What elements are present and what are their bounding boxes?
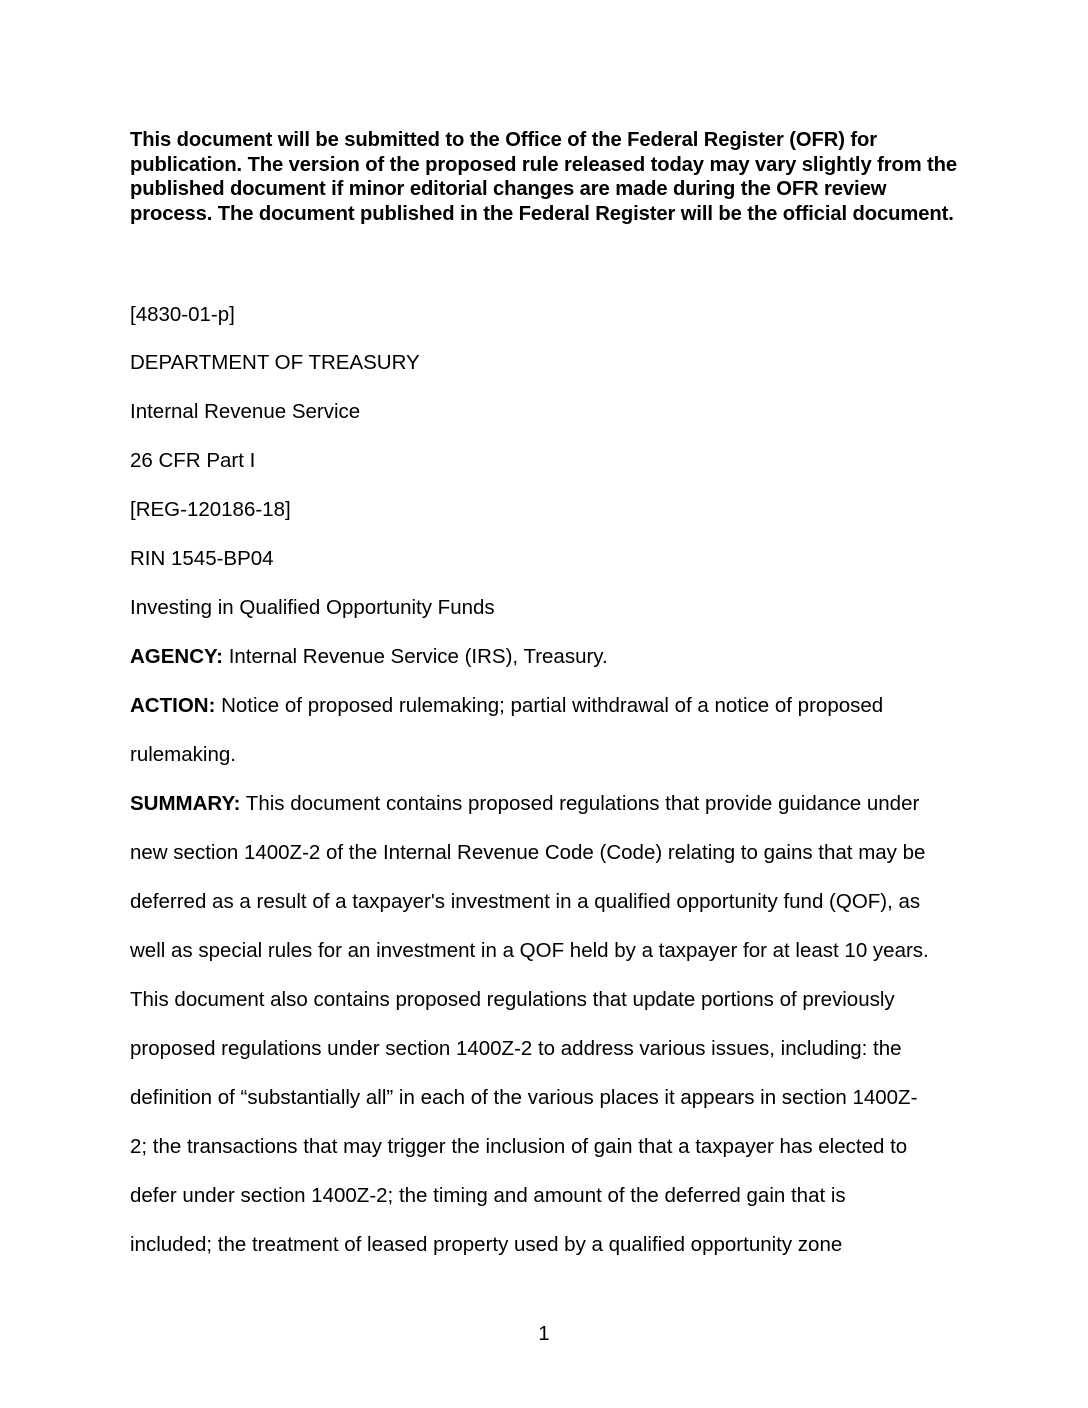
rin-number: RIN 1545-BP04: [130, 547, 274, 570]
agency-label: AGENCY:: [130, 645, 224, 668]
summary-line: defer under section 1400Z-2; the timing and amount of the deferred gain that is: [130, 1184, 846, 1207]
billing-code: [4830-01-p]: [130, 303, 235, 326]
agency-name: Internal Revenue Service: [130, 400, 361, 423]
summary-line: [130, 792, 970, 816]
action-line-2: rulemaking.: [130, 743, 236, 766]
agency-line: [130, 645, 970, 669]
summary-line: This document also contains proposed regulations that update portions of previously: [130, 988, 895, 1011]
cfr-part: 26 CFR Part I: [130, 449, 256, 472]
summary-line: definition of “substantially all” in each of the various places it appears in section 1400Z-: [130, 1086, 918, 1109]
action-line: [130, 694, 970, 718]
summary-line: new section 1400Z-2 of the Internal Revenue Code (Code) relating to gains that may be: [130, 841, 926, 864]
summary-line: included; the treatment of leased property used by a qualified opportunity zone: [130, 1233, 843, 1256]
action-label: ACTION:: [130, 694, 216, 717]
document-title: Investing in Qualified Opportunity Funds: [130, 596, 495, 619]
summary-label: SUMMARY:: [130, 792, 241, 815]
summary-text: This document contains proposed regulations that provide guidance under: [240, 792, 920, 815]
summary-line: well as special rules for an investment in a QOF held by a taxpayer for at least 10 years.: [130, 939, 929, 962]
reg-number: [REG-120186-18]: [130, 498, 291, 521]
ofr-notice: This document will be submitted to the Office of the Federal Register (OFR) for publication. The version of the proposed rule released today may vary slightly from the published document if minor editorial changes are made during the OFR review process. The document published in the Federal Register will be the official document.: [130, 129, 958, 225]
summary-line: deferred as a result of a taxpayer's investment in a qualified opportunity fund (QOF), as: [130, 890, 921, 913]
department-name: DEPARTMENT OF TREASURY: [130, 351, 420, 374]
page-number: 1: [538, 1322, 550, 1345]
agency-text: Internal Revenue Service (IRS), Treasury.: [223, 645, 608, 668]
summary-line: 2; the transactions that may trigger the inclusion of gain that a taxpayer has elected to: [130, 1135, 908, 1158]
action-text: Notice of proposed rulemaking; partial withdrawal of a notice of proposed: [215, 694, 884, 717]
summary-line: proposed regulations under section 1400Z-2 to address various issues, including: the: [130, 1037, 902, 1060]
